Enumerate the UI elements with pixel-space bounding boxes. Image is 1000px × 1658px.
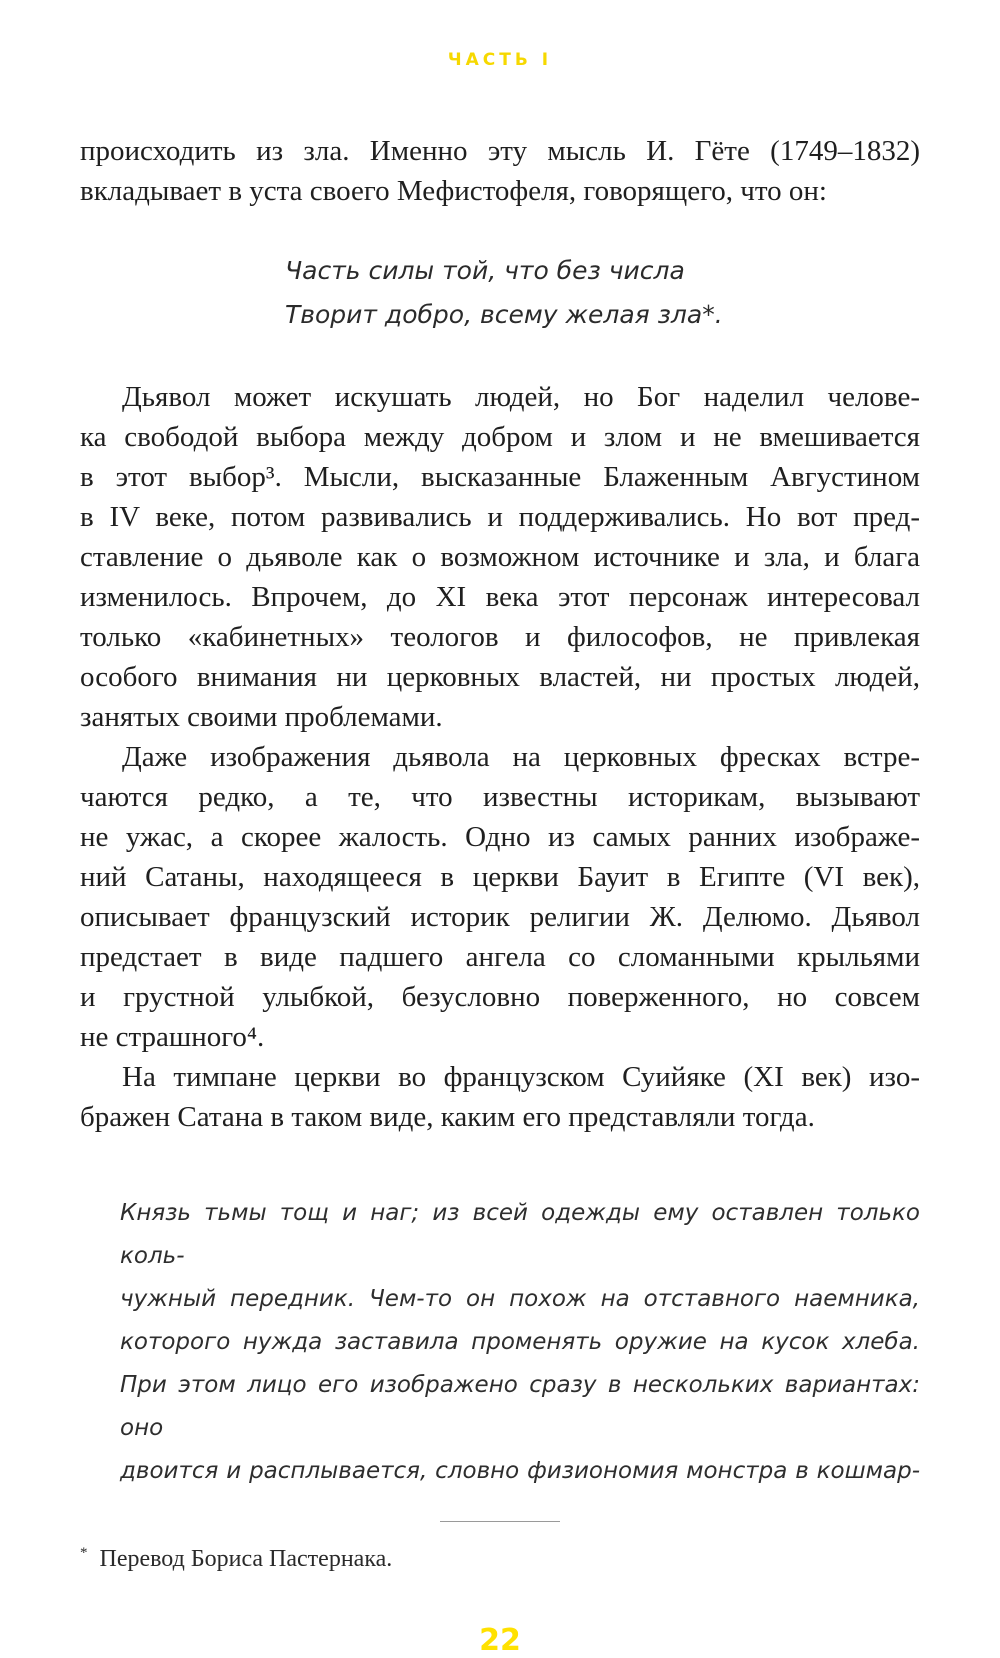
paragraph: [80, 131, 920, 211]
text-line: Часть силы той, что без числа: [285, 256, 685, 285]
text-line: вкладывает в уста своего Мефистофеля, говорящего, что он:: [80, 175, 827, 207]
text-line: Князь тьмы тощ и наг; из всей одежды ему оставлен только коль-: [120, 1200, 920, 1269]
text-line: бражен Сатана в таком виде, каким его представляли тогда.: [80, 1101, 815, 1133]
text-line: и грустной улыбкой, безусловно поверженного, но совсем: [80, 981, 920, 1013]
text-line: Даже изображения дьявола на церковных фресках встре-: [122, 741, 920, 773]
footnote-marker: *: [80, 1544, 88, 1561]
footnote: [80, 1537, 920, 1575]
text-line: не ужас, а скорее жалость. Одно из самых ранних изображе-: [80, 821, 920, 853]
text-line: двоится и расплывается, словно физиономия монстра в кошмар-: [120, 1458, 920, 1484]
text-line: ка свободой выбора между добром и злом и не вмешивается: [80, 421, 920, 453]
text-line: ставление о дьяволе как о возможном источнике и зла, и блага: [80, 541, 920, 573]
text-line: Дьявол может искушать людей, но Бог наделил челове-: [122, 381, 920, 413]
text-line: изменилось. Впрочем, до XI века этот персонаж интересовал: [80, 581, 920, 613]
text-column: [80, 131, 920, 1493]
text-line: чаются редко, а те, что известны историкам, вызывают: [80, 781, 920, 813]
paragraph: [80, 737, 920, 1057]
footnote-area: [80, 1521, 920, 1575]
verse-quote: [285, 249, 920, 337]
text-line: чужный передник. Чем-то он похож на отставного наемника,: [120, 1286, 920, 1312]
text-line: предстает в виде падшего ангела со сломанными крыльями: [80, 941, 920, 973]
paragraph: [80, 1057, 920, 1137]
footnote-text: Перевод Бориса Пастернака.: [99, 1545, 393, 1572]
running-head: ЧАСТЬ I: [447, 50, 553, 70]
text-line: Творит добро, всему желая зла*.: [285, 300, 723, 329]
text-line: описывает французский историк религии Ж. Делюмо. Дьявол: [80, 901, 920, 933]
text-line: которого нужда заставила променять оружие на кусок хлеба.: [120, 1329, 920, 1355]
text-line: особого внимания ни церковных властей, ни простых людей,: [80, 661, 920, 693]
paragraph: [80, 377, 920, 737]
text-line: занятых своими проблемами.: [80, 701, 443, 733]
text-line: На тимпане церкви во французском Суийяке (XI век) изо-: [122, 1061, 920, 1093]
footnote-divider: [440, 1521, 560, 1522]
text-line: только «кабинетных» теологов и философов, не привлекая: [80, 621, 920, 653]
text-line: ний Сатаны, находящееся в церкви Бауит в Египте (VI век),: [80, 861, 920, 893]
block-quote: [120, 1192, 920, 1493]
text-line: не страшного⁴.: [80, 1021, 265, 1053]
page-number: 22: [479, 1622, 521, 1658]
text-line: в этот выбор³. Мысли, высказанные Блаженным Августином: [80, 461, 920, 493]
text-line: в IV веке, потом развивались и поддерживались. Но вот пред-: [80, 501, 920, 533]
text-line: При этом лицо его изображено сразу в нескольких вариантах: оно: [120, 1372, 920, 1441]
text-line: происходить из зла. Именно эту мысль И. Гёте (1749–1832): [80, 135, 920, 167]
